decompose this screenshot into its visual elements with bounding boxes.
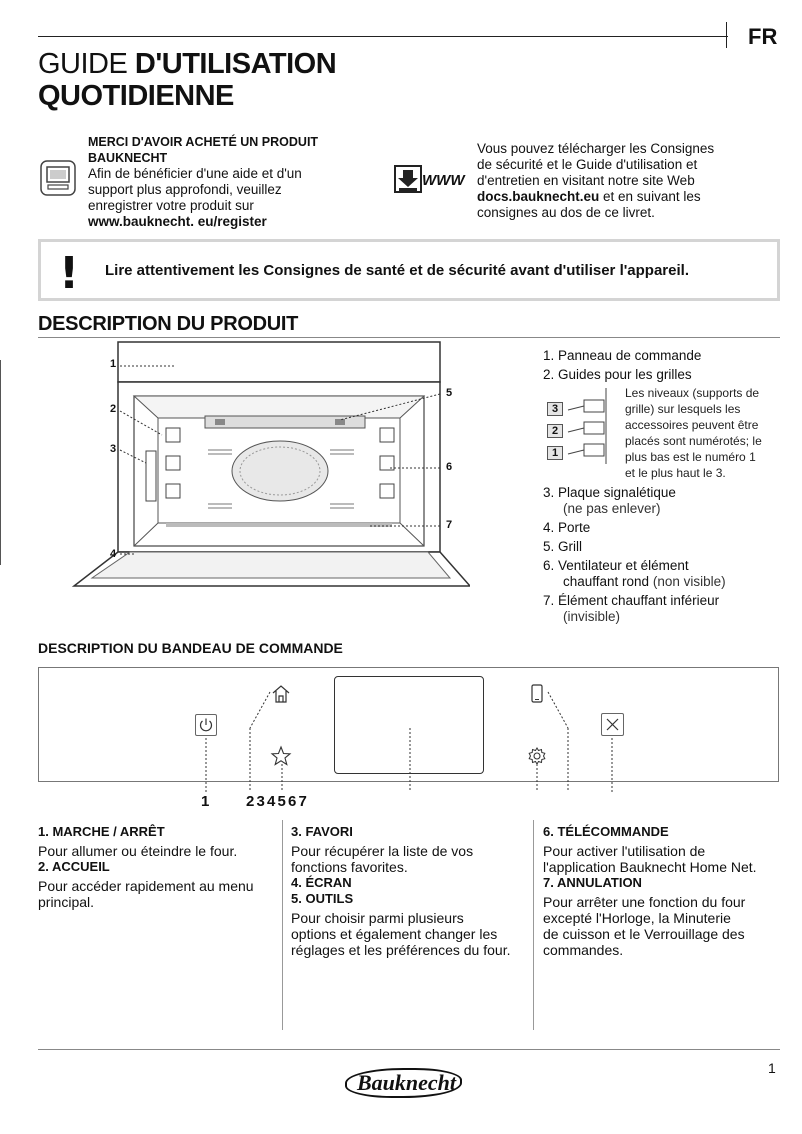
callout-3: 3	[110, 443, 117, 455]
band-leader-lines	[0, 680, 802, 805]
top-rule-tick	[726, 22, 727, 48]
callout-5: 5	[446, 387, 453, 399]
bauknecht-logo: Bauknecht	[345, 1068, 462, 1098]
page-title: GUIDE D'UTILISATION QUOTIDIENNE	[38, 48, 337, 112]
top-rule	[38, 36, 728, 37]
safety-warning	[38, 239, 780, 301]
desc-column-2: 3. FAVORI Pour récupérer la liste de vos fonctions favorites. 4. ÉCRAN 5. OUTILS Pour choisir parmi plusieurs options et également changer les réglages et les préférences du four.	[291, 824, 511, 958]
product-item-2: 2. Guides pour les grilles	[543, 367, 692, 382]
callout-1: 1	[110, 358, 117, 370]
level-2-badge: 2	[547, 424, 563, 438]
product-item-3: 3. Plaque signalétique (ne pas enlever)	[543, 485, 676, 516]
download-info: Vous pouvez télécharger les Consignes de sécurité et le Guide d'utilisation et d'entretien en visitant notre site Web docs.bauknecht.eu et en suivant les consignes au dos de ce livret.	[477, 141, 715, 220]
warning-text: Lire attentivement les Consignes de santé et de sécurité avant d'utiliser l'appareil.	[105, 262, 689, 279]
product-item-6: 6. Ventilateur et élément chauffant rond (non visible)	[543, 558, 726, 589]
product-item-7: 7. Élément chauffant inférieur (invisible)	[543, 593, 720, 624]
computer-icon	[40, 160, 76, 201]
left-margin-line	[0, 360, 1, 565]
product-section-title: DESCRIPTION DU PRODUIT	[38, 313, 299, 335]
callout-4: 4	[110, 548, 117, 560]
register-link[interactable]: www.bauknecht. eu/register	[88, 214, 267, 229]
register-info: MERCI D'AVOIR ACHETÉ UN PRODUIT BAUKNECHT Afin de bénéficier d'une aide et d'un support plus approfondi, veuillez enregistrer votre produit sur www.bauknecht. eu/register	[88, 134, 368, 230]
column-divider-2	[533, 820, 534, 1030]
desc-column-3: 6. TÉLÉCOMMANDE Pour activer l'utilisation de l'application Bauknecht Home Net. 7. ANNULATION Pour arrêter une fonction du four excepté l'Horloge, la Minuterie de cuisson et le Verrouillage des commandes.	[543, 824, 757, 958]
level-1-badge: 1	[547, 446, 563, 460]
callout-7: 7	[446, 519, 453, 531]
product-item-1: 1. Panneau de commande	[543, 348, 702, 363]
docs-link[interactable]: docs.bauknecht.eu	[477, 189, 600, 204]
band-section-title: DESCRIPTION DU BANDEAU DE COMMANDE	[38, 640, 343, 656]
levels-description: Les niveaux (supports de grille) sur lesquels les accessoires peuvent être placés sont numérotés; le plus bas est le numéro 1 et le plus haut le 3.	[625, 386, 762, 480]
band-number-1: 1	[201, 793, 210, 810]
language-code: FR	[748, 24, 778, 49]
oven-diagram	[70, 338, 470, 603]
exclamation-icon: !	[59, 248, 80, 299]
band-numbers-2-7: 2 3 4 5 6 7	[246, 793, 307, 810]
column-divider-1	[282, 820, 283, 1030]
product-item-5: 5. Grill	[543, 539, 583, 554]
rack-guide-illustration	[566, 386, 624, 471]
callout-6: 6	[446, 461, 453, 473]
level-3-badge: 3	[547, 402, 563, 416]
product-item-4: 4. Porte	[543, 520, 591, 535]
page-number: 1	[768, 1060, 776, 1076]
callout-2: 2	[110, 403, 117, 415]
desc-column-1: 1. MARCHE / ARRÊT Pour allumer ou éteindre le four. 2. ACCUEIL Pour accéder rapidement au menu principal.	[38, 824, 254, 910]
footer-rule	[38, 1049, 780, 1050]
www-label: WWW	[422, 172, 465, 189]
